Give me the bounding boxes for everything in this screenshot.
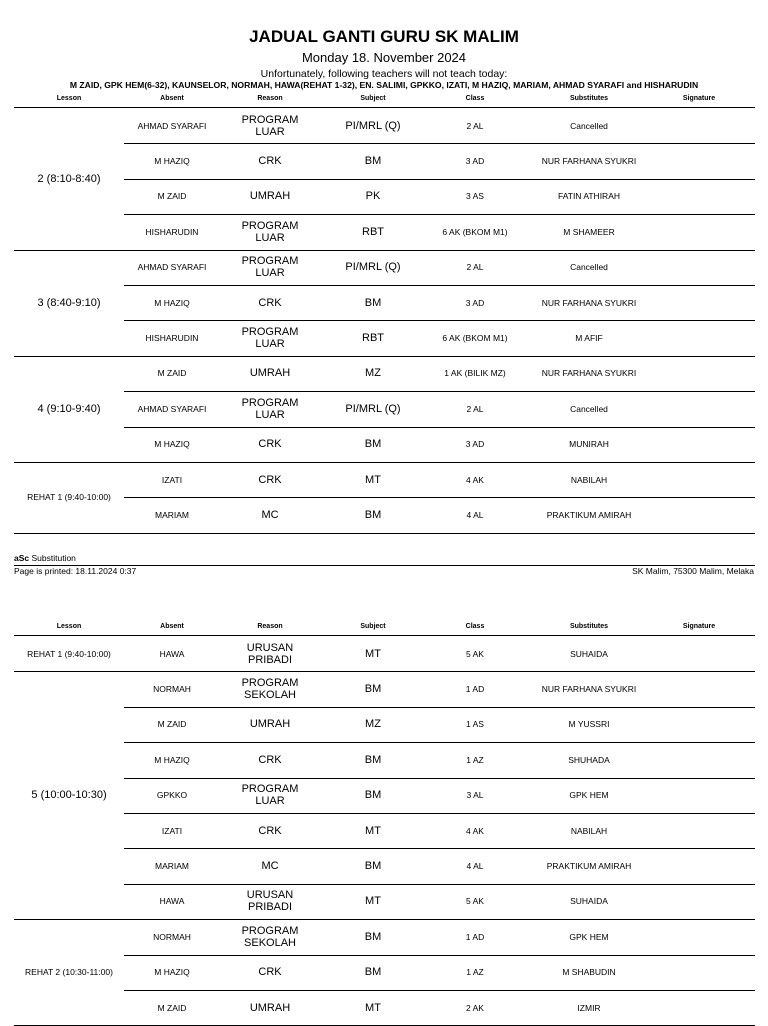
- reason: UMRAH: [249, 190, 291, 203]
- absent-teacher: MARIAM: [155, 861, 189, 872]
- reason: PROGRAM LUAR: [241, 219, 299, 244]
- substitute-teacher: FATIN ATHIRAH: [557, 191, 621, 202]
- substitute-teacher: SUHAIDA: [570, 896, 608, 907]
- col-header-lesson: Lesson: [56, 95, 82, 102]
- absent-teachers-list: M ZAID, GPK HEM(6-32), KAUNSELOR, NORMAH, HAWA(REHAT 1-32), EN. SALIMI, GPKKO, IZATI, M HAZIQ, MARIAM, AHMAD SYARAFI and HISHARUDIN: [69, 80, 699, 90]
- table-row: [124, 391, 755, 427]
- class: 2 AL: [466, 262, 484, 273]
- subject: BM: [364, 860, 382, 873]
- subject: MZ: [365, 718, 381, 731]
- col-header-reason: Reason: [257, 623, 283, 630]
- col-header-absent: Absent: [160, 623, 184, 630]
- absent-teacher: HAWA: [159, 896, 185, 907]
- subject: MZ: [365, 367, 381, 380]
- subject: BM: [364, 789, 382, 802]
- lesson-label: 4 (9:10-9:40): [37, 402, 101, 415]
- class: 2 AL: [466, 120, 484, 131]
- substitute-teacher: PRAKTIKUM AMIRAH: [546, 861, 632, 872]
- table-row: [124, 427, 755, 462]
- intro-text: Unfortunately, following teachers will not teach today:: [260, 68, 508, 80]
- lesson-label: REHAT 1 (9:40-10:00): [27, 648, 111, 659]
- col-header-substitutes: Substitutes: [569, 95, 609, 102]
- reason: PROGRAM SEKOLAH: [241, 677, 299, 702]
- class: 3 AL: [466, 790, 484, 801]
- subject: MT: [365, 647, 381, 660]
- col-header-subject: Subject: [360, 95, 386, 102]
- substitute-teacher: Cancelled: [570, 120, 608, 131]
- substitute-teacher: M AFIF: [575, 333, 603, 344]
- lesson-label: REHAT 2 (10:30-11:00): [25, 967, 113, 978]
- table-row: [124, 848, 755, 884]
- footer-brand-bold: aSc: [14, 553, 30, 563]
- substitute-teacher: NUR FARHANA SYUKRI: [541, 297, 637, 308]
- lesson-group: [14, 636, 755, 672]
- class: 5 AK: [466, 648, 484, 659]
- table-row: [124, 778, 755, 814]
- absent-teacher: AHMAD SYARAFI: [137, 262, 207, 273]
- absent-teacher: MARIAM: [155, 510, 189, 521]
- lesson-label: 2 (8:10-8:40): [37, 172, 101, 185]
- absent-teacher: IZATI: [161, 474, 183, 485]
- class: 4 AL: [466, 861, 484, 872]
- col-header-lesson: Lesson: [56, 623, 82, 630]
- table-row: [124, 813, 755, 849]
- reason: CRK: [258, 473, 282, 486]
- table-row: [124, 320, 755, 355]
- lesson-group: [14, 356, 755, 463]
- page-title: JADUAL GANTI GURU SK MALIM: [249, 27, 519, 46]
- class: 1 AD: [465, 931, 485, 942]
- lesson-group: [14, 462, 755, 534]
- footer-brand: [14, 553, 76, 563]
- subject: MT: [365, 1001, 381, 1014]
- subject: BM: [364, 438, 382, 451]
- class: 1 AZ: [466, 754, 484, 765]
- table-row: [124, 955, 755, 991]
- subject: MT: [365, 895, 381, 908]
- reason: URUSAN PRIBADI: [246, 889, 294, 914]
- table-row: [124, 636, 755, 671]
- substitute-teacher: MUNIRAH: [569, 439, 609, 450]
- absent-teacher: IZATI: [161, 825, 183, 836]
- col-header-class: Class: [465, 95, 485, 102]
- subject: BM: [364, 683, 382, 696]
- lesson-label: REHAT 1 (9:40-10:00): [27, 492, 111, 503]
- substitute-teacher: NUR FARHANA SYUKRI: [541, 156, 637, 167]
- table-row: [124, 707, 755, 743]
- col-header-reason: Reason: [257, 95, 283, 102]
- reason: UMRAH: [249, 718, 291, 731]
- lesson-label: 3 (8:40-9:10): [37, 296, 101, 309]
- reason: CRK: [258, 155, 282, 168]
- class: 3 AD: [465, 297, 485, 308]
- table-header: [14, 623, 755, 636]
- subject: BM: [364, 930, 382, 943]
- absent-teacher: NORMAH: [153, 684, 191, 695]
- reason: CRK: [258, 438, 282, 451]
- class: 2 AL: [466, 403, 484, 414]
- table-row: [124, 671, 755, 707]
- subject: MT: [365, 473, 381, 486]
- table-row: [124, 143, 755, 179]
- substitute-teacher: M SHABUDIN: [562, 967, 616, 978]
- subject: RBT: [362, 225, 384, 238]
- substitute-teacher: Cancelled: [570, 403, 608, 414]
- absent-teacher: M ZAID: [157, 1002, 187, 1013]
- absent-teacher: M HAZIQ: [154, 156, 190, 167]
- table-row: [124, 462, 755, 498]
- substitute-teacher: SHUHADA: [568, 754, 610, 765]
- col-header-absent: Absent: [160, 95, 184, 102]
- class: 1 AK (BILIK MZ): [444, 368, 506, 379]
- table-header: [14, 95, 755, 108]
- substitute-teacher: M SHAMEER: [563, 226, 615, 237]
- class: 6 AK (BKOM M1): [442, 333, 508, 344]
- substitute-teacher: IZMIR: [577, 1002, 601, 1013]
- lesson-group: [14, 108, 755, 251]
- col-header-subject: Subject: [360, 623, 386, 630]
- class: 3 AD: [465, 156, 485, 167]
- class: 4 AL: [466, 510, 484, 521]
- reason: PROGRAM LUAR: [241, 255, 299, 280]
- reason: MC: [261, 860, 279, 873]
- absent-teacher: M ZAID: [157, 719, 187, 730]
- subject: RBT: [362, 332, 384, 345]
- table-row: [124, 250, 755, 286]
- substitute-teacher: Cancelled: [570, 262, 608, 273]
- col-header-class: Class: [465, 623, 485, 630]
- absent-teacher: NORMAH: [153, 931, 191, 942]
- footer-printed: Page is printed: 18.11.2024 0:37: [14, 566, 137, 576]
- class: 3 AS: [466, 191, 484, 202]
- subject: BM: [364, 753, 382, 766]
- table-row: [124, 742, 755, 778]
- table-row: [124, 990, 755, 1025]
- absent-teacher: M ZAID: [157, 368, 187, 379]
- table-row: [124, 919, 755, 955]
- class: 1 AS: [466, 719, 484, 730]
- absent-teacher: M ZAID: [157, 191, 187, 202]
- footer-brand-rest: Substitution: [29, 553, 76, 563]
- subject: BM: [364, 155, 382, 168]
- table-row: [124, 884, 755, 919]
- reason: MC: [261, 509, 279, 522]
- col-header-substitutes: Substitutes: [569, 623, 609, 630]
- reason: UMRAH: [249, 1001, 291, 1014]
- subject: MT: [365, 824, 381, 837]
- col-header-signature: Signature: [682, 95, 716, 102]
- class: 6 AK (BKOM M1): [442, 226, 508, 237]
- substitute-teacher: GPK HEM: [569, 790, 609, 801]
- absent-teacher: AHMAD SYARAFI: [137, 403, 207, 414]
- reason: PROGRAM SEKOLAH: [241, 924, 299, 949]
- class: 3 AD: [465, 439, 485, 450]
- substitute-teacher: M YUSSRI: [568, 719, 610, 730]
- table-row: [124, 497, 755, 532]
- substitute-teacher: PRAKTIKUM AMIRAH: [546, 510, 632, 521]
- absent-teacher: M HAZIQ: [154, 297, 190, 308]
- reason: URUSAN PRIBADI: [246, 641, 294, 666]
- reason: CRK: [258, 824, 282, 837]
- absent-teacher: AHMAD SYARAFI: [137, 120, 207, 131]
- table-row: [124, 179, 755, 215]
- lesson-group: [14, 671, 755, 920]
- table-row: [124, 214, 755, 249]
- subject: BM: [364, 509, 382, 522]
- class: 2 AK: [466, 1002, 484, 1013]
- reason: CRK: [258, 753, 282, 766]
- reason: CRK: [258, 966, 282, 979]
- page-date: Monday 18. November 2024: [301, 50, 467, 65]
- absent-teacher: GPKKO: [156, 790, 188, 801]
- substitute-teacher: SUHAIDA: [570, 648, 608, 659]
- substitute-teacher: GPK HEM: [569, 931, 609, 942]
- subject: PI/MRL (Q): [345, 402, 401, 415]
- absent-teacher: HISHARUDIN: [145, 333, 199, 344]
- subject: BM: [364, 966, 382, 979]
- substitute-teacher: NABILAH: [570, 474, 608, 485]
- class: 4 AK: [466, 825, 484, 836]
- class: 4 AK: [466, 474, 484, 485]
- substitute-teacher: NUR FARHANA SYUKRI: [541, 368, 637, 379]
- substitute-teacher: NUR FARHANA SYUKRI: [541, 684, 637, 695]
- reason: PROGRAM LUAR: [241, 396, 299, 421]
- substitute-teacher: NABILAH: [570, 825, 608, 836]
- class: 1 AD: [465, 684, 485, 695]
- subject: PI/MRL (Q): [345, 261, 401, 274]
- absent-teacher: M HAZIQ: [154, 439, 190, 450]
- absent-teacher: HAWA: [159, 648, 185, 659]
- absent-teacher: M HAZIQ: [154, 967, 190, 978]
- footer-address: SK Malim, 75300 Malim, Melaka: [632, 566, 754, 576]
- reason: PROGRAM LUAR: [241, 326, 299, 351]
- lesson-group: [14, 919, 755, 1026]
- reason: PROGRAM LUAR: [241, 783, 299, 808]
- reason: PROGRAM LUAR: [241, 113, 299, 138]
- reason: UMRAH: [249, 367, 291, 380]
- table-row: [124, 356, 755, 392]
- class: 1 AZ: [466, 967, 484, 978]
- table-row: [124, 108, 755, 144]
- class: 5 AK: [466, 896, 484, 907]
- table-row: [124, 285, 755, 321]
- col-header-signature: Signature: [682, 623, 716, 630]
- lesson-group: [14, 250, 755, 357]
- lesson-label: 5 (10:00-10:30): [31, 789, 107, 802]
- absent-teacher: HISHARUDIN: [145, 226, 199, 237]
- absent-teacher: M HAZIQ: [154, 754, 190, 765]
- subject: PI/MRL (Q): [345, 119, 401, 132]
- subject: BM: [364, 296, 382, 309]
- subject: PK: [365, 190, 381, 203]
- reason: CRK: [258, 296, 282, 309]
